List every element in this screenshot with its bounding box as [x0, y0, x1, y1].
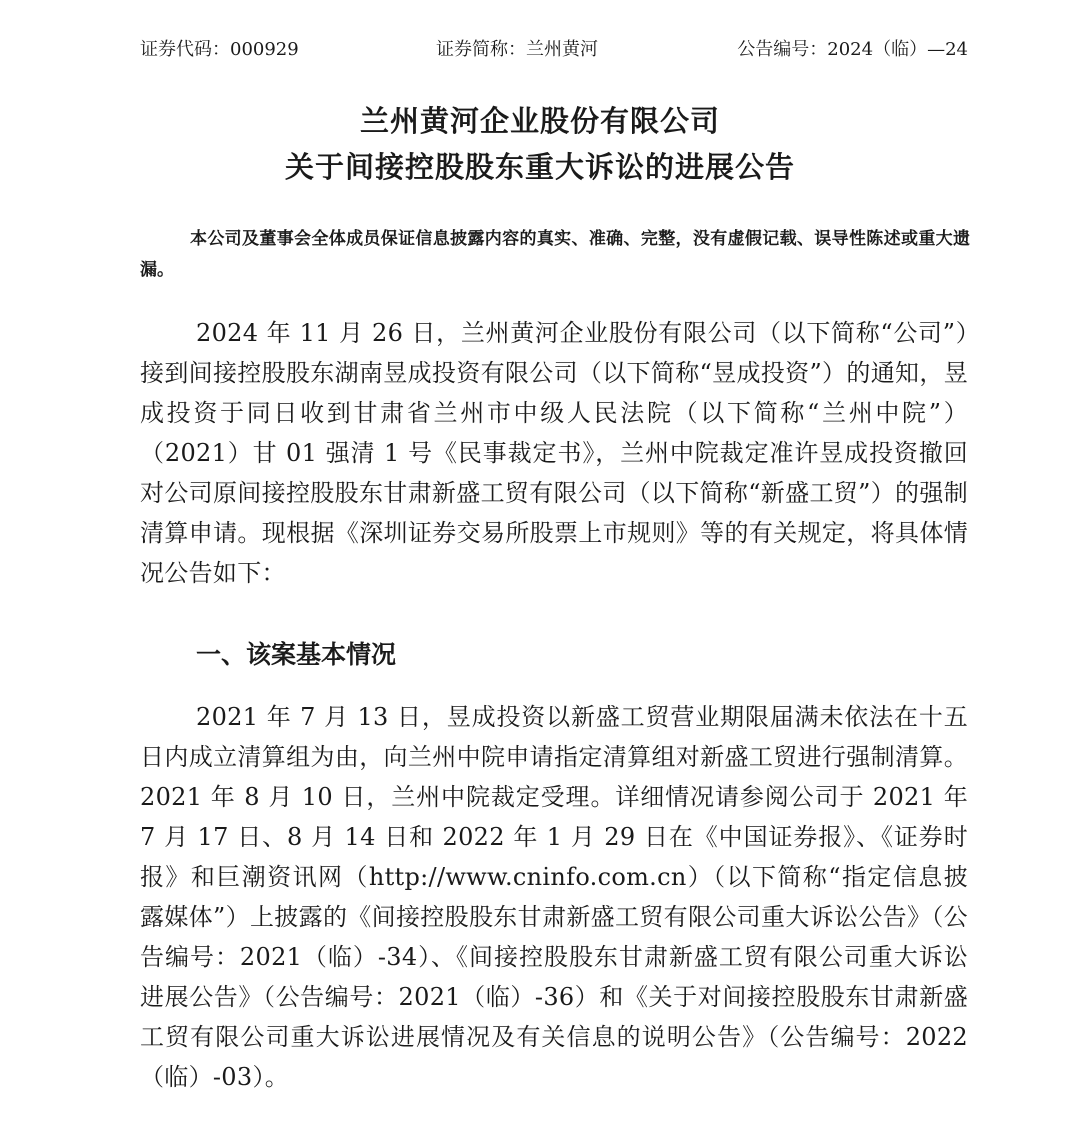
case-basics-paragraph: 2021 年 7 月 13 日，昱成投资以新盛工贸营业期限届满未依法在十五日内成立清算组为由，向兰州中院申请指定清算组对新盛工贸进行强制清算。2021 年 8 月 10 日，兰州中院裁定受理。详细情况请参阅公司于 2021 年 7 月 17 日、8 月 14 日和 2022 年 1 月 29 日在《中国证券报》、《证券时报》和巨潮资讯网（http://www.cninfo.com.cn）（以下简称“指定信息披露媒体”）上披露的《间接控股股东甘肃新盛工贸有限公司重大诉讼公告》（公告编号：2021（临）-34）、《间接控股股东甘肃新盛工贸有限公司重大诉讼进展公告》（公告编号：2021（临）-36）和《关于对间接控股股东甘肃新盛工贸有限公司重大诉讼进展情况及有关信息的说明公告》（公告编号：2022（临）-03）。 [140, 703, 968, 1091]
company-title: 兰州黄河企业股份有限公司 [359, 104, 720, 138]
announcement-number: 公告编号：2024（临）—24 [737, 39, 968, 60]
board-declaration: 本公司及董事会全体成员保证信息披露内容的真实、准确、完整，没有虚假记载、误导性陈述或重大遗漏。 [140, 229, 970, 280]
stock-abbreviation: 证券简称：兰州黄河 [436, 39, 598, 60]
stock-code: 证券代码：000929 [140, 39, 299, 60]
section-heading-case-basics: 一、该案基本情况 [196, 640, 397, 669]
document-header [140, 36, 968, 64]
announcement-title: 关于间接控股股东重大诉讼的进展公告 [284, 150, 795, 184]
intro-paragraph: 2024 年 11 月 26 日，兰州黄河企业股份有限公司（以下简称“公司”）接到间接控股股东湖南昱成投资有限公司（以下简称“昱成投资”）的通知，昱成投资于同日收到甘肃省兰州市中级人民法院（以下简称“兰州中院”）（2021）甘 01 强清 1 号《民事裁定书》，兰州中院裁定准许昱成投资撤回对公司原间接控股股东甘肃新盛工贸有限公司（以下简称“新盛工贸”）的强制清算申请。现根据《深圳证券交易所股票上市规则》等的有关规定，将具体情况公告如下： [140, 319, 968, 587]
